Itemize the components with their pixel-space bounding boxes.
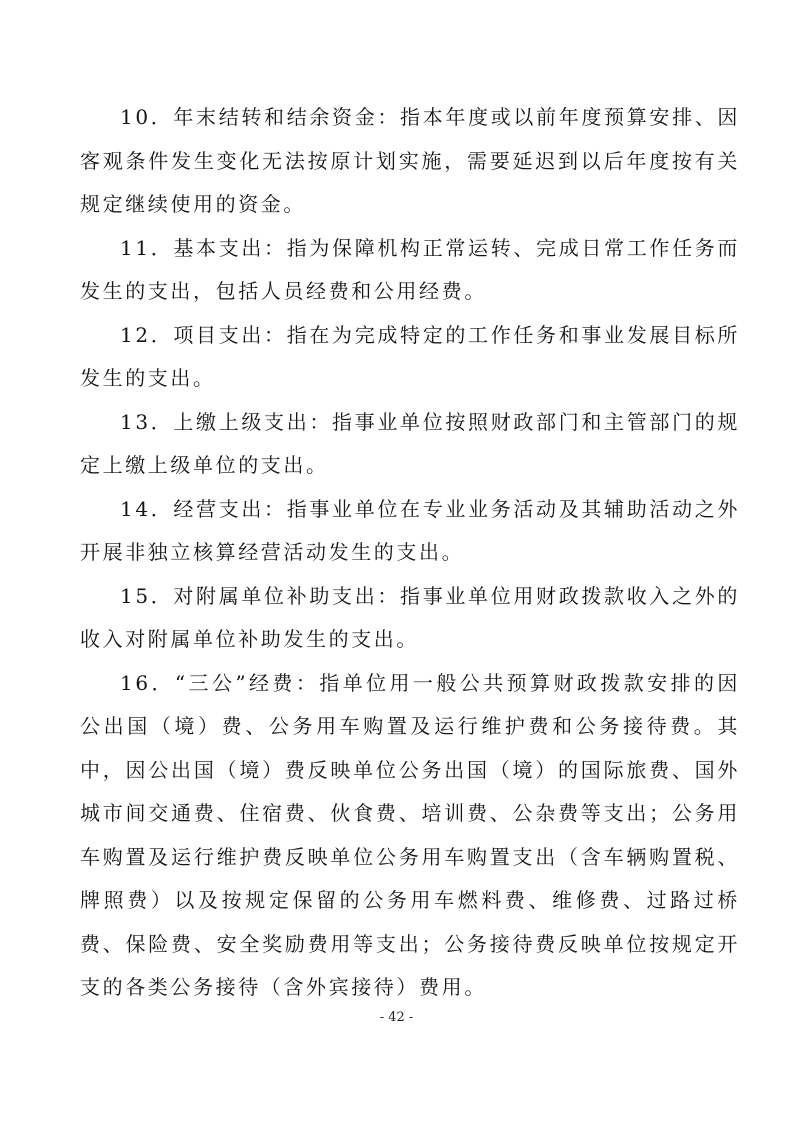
- paragraph-operating-expenditure: 14．经营支出：指事业单位在专业业务活动及其辅助活动之外开展非独立核算经营活动发生的支出。: [80, 496, 740, 564]
- paragraph-project-expenditure: 12．项目支出：指在为完成特定的工作任务和事业发展目标所发生的支出。: [80, 322, 740, 390]
- paragraph-subsidiary-subsidy: 15．对附属单位补助支出：指事业单位用财政拨款收入之外的收入对附属单位补助发生的支出。: [80, 583, 740, 651]
- paragraph-remittance-expenditure: 13．上缴上级支出：指事业单位按照财政部门和主管部门的规定上缴上级单位的支出。: [80, 409, 740, 477]
- document-body: [80, 96, 740, 1010]
- paragraph-carryover-funds: 10．年末结转和结余资金：指本年度或以前年度预算安排、因客观条件发生变化无法按原计划实施，需要延迟到以后年度按有关规定继续使用的资金。: [80, 105, 740, 216]
- paragraph-basic-expenditure: 11．基本支出：指为保障机构正常运转、完成日常工作任务而发生的支出，包括人员经费和公用经费。: [80, 235, 740, 303]
- paragraph-three-public-expenses: 16．“三公”经费：指单位用一般公共预算财政拨款安排的因公出国（境）费、公务用车购置及运行维护费和公务接待费。其中，因公出国（境）费反映单位公务出国（境）的国际旅费、国外城市间交通费、住宿费、伙食费、培训费、公杂费等支出；公务用车购置及运行维护费反映单位公务用车购置支出（含车辆购置税、牌照费）以及按规定保留的公务用车燃料费、维修费、过路过桥费、保险费、安全奖励费用等支出；公务接待费反映单位按规定开支的各类公务接待（含外宾接待）费用。: [80, 670, 740, 999]
- page-number: - 42 -: [379, 1010, 414, 1025]
